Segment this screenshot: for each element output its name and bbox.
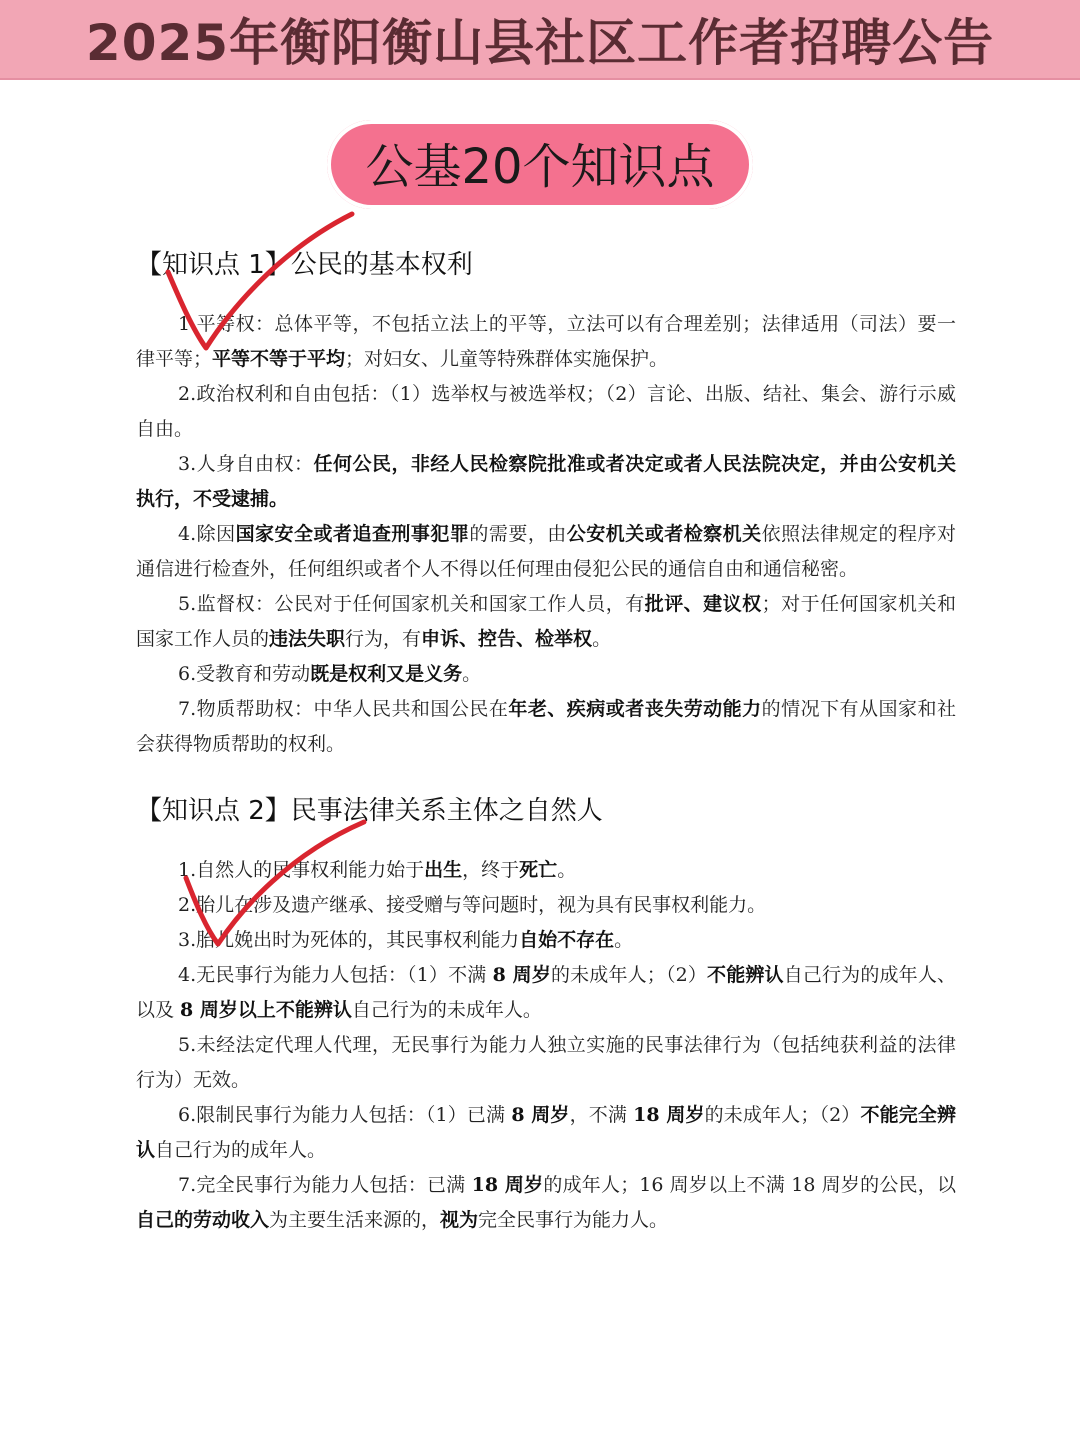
document-body — [136, 238, 956, 1260]
emphasis-text: 视为 — [440, 1209, 479, 1231]
section-items — [136, 853, 956, 1238]
body-text: 7.物质帮助权：中华人民共和国公民在 — [178, 698, 509, 720]
emphasis-text: 18 周岁 — [471, 1174, 544, 1196]
emphasis-text: 8 周岁以上不能辨认 — [180, 999, 352, 1021]
body-text: 1.平等权：总体平等，不包括立法上的平等，立法可以有合理差别；法律适用（司法）要一律平等； — [136, 313, 956, 370]
body-text: 2.政治权利和自由包括：（1）选举权与被选举权；（2）言论、出版、结社、集会、游行示威自由。 — [136, 383, 956, 440]
subtitle-pill: 公基20个知识点 — [327, 120, 752, 209]
list-item — [136, 657, 956, 692]
list-item — [136, 958, 956, 1028]
body-text: 。 — [592, 628, 612, 650]
body-text: 3.人身自由权： — [178, 453, 314, 475]
body-text: 的成年人；16 周岁以上不满 18 周岁的公民，以 — [543, 1174, 956, 1196]
list-item — [136, 377, 956, 447]
emphasis-text: 公安机关或者检察机关 — [566, 523, 762, 545]
emphasis-text: 平等不等于平均 — [212, 348, 346, 370]
list-item — [136, 1098, 956, 1168]
emphasis-text: 自己的劳动收入 — [136, 1209, 270, 1231]
body-text: 自己行为的成年人。 — [155, 1139, 327, 1161]
list-item — [136, 517, 956, 587]
emphasis-text: 8 周岁 — [511, 1104, 570, 1126]
emphasis-text: 死亡 — [519, 859, 558, 881]
body-text: 5.未经法定代理人代理，无民事行为能力人独立实施的民事法律行为（包括纯获利益的法律行为）无效。 — [136, 1034, 956, 1091]
body-text: 的未成年人；（2） — [704, 1104, 861, 1126]
emphasis-text: 出生 — [424, 859, 463, 881]
body-text: 依照法律规定的程序对通信进行检查外，任何组织或者个人不得以任何理由侵犯公民的通信自由和通信秘密。 — [136, 523, 956, 580]
section-heading: 【知识点 1】公民的基本权利 — [136, 250, 473, 280]
body-text: 完全民事行为能力人。 — [478, 1209, 669, 1231]
body-text: 的需要，由 — [469, 523, 567, 545]
emphasis-text: 不能完全辨认 — [136, 1104, 956, 1161]
list-item — [136, 447, 956, 517]
emphasis-text: 不能辨认 — [707, 964, 784, 986]
body-text: 5.监督权：公民对于任何国家机关和国家工作人员，有 — [178, 593, 645, 615]
list-item — [136, 692, 956, 762]
body-text: ；对于任何国家机关和国家工作人员的 — [136, 593, 956, 650]
banner-title: 2025年衡阳衡山县社区工作者招聘公告 — [85, 14, 995, 72]
body-text: 3.胎儿娩出时为死体的，其民事权利能力 — [178, 929, 520, 951]
body-text: 为主要生活来源的， — [269, 1209, 441, 1231]
header-banner — [0, 0, 1080, 80]
list-item — [136, 1168, 956, 1238]
emphasis-text: 既是权利又是义务 — [310, 663, 463, 685]
body-text: 6.受教育和劳动 — [178, 663, 311, 685]
list-item — [136, 853, 956, 888]
emphasis-text: 自始不存在 — [519, 929, 615, 951]
body-text: 的未成年人；（2） — [550, 964, 708, 986]
body-text: 的情况下有从国家和社会获得物质帮助的权利。 — [136, 698, 956, 755]
body-text: 。 — [462, 663, 482, 685]
section-knowledge-1 — [136, 244, 956, 762]
section-knowledge-2 — [136, 790, 956, 1238]
emphasis-text: 18 周岁 — [633, 1104, 705, 1126]
body-text: 4.无民事行为能力人包括：（1）不满 — [178, 964, 493, 986]
emphasis-text: 任何公民，非经人民检察院批准或者决定或者人民法院决定，并由公安机关执行，不受逮捕。 — [136, 453, 956, 510]
list-item — [136, 1028, 956, 1098]
body-text: ，终于 — [462, 859, 520, 881]
body-text: ；对妇女、儿童等特殊群体实施保护。 — [345, 348, 669, 370]
list-item — [136, 307, 956, 377]
list-item — [136, 587, 956, 657]
section-heading: 【知识点 2】民事法律关系主体之自然人 — [136, 796, 603, 826]
body-text: ，不满 — [569, 1104, 634, 1126]
body-text: 自己行为的成年人、以及 — [136, 964, 956, 1021]
body-text: 自己行为的未成年人。 — [351, 999, 542, 1021]
emphasis-text: 批评、建议权 — [644, 593, 762, 615]
body-text: 行为，有 — [345, 628, 422, 650]
body-text: 1.自然人的民事权利能力始于 — [178, 859, 425, 881]
list-item — [136, 888, 956, 923]
body-text: 2.胎儿在涉及遗产继承、接受赠与等问题时，视为具有民事权利能力。 — [178, 894, 767, 916]
section-items — [136, 307, 956, 762]
body-text: 。 — [557, 859, 577, 881]
list-item — [136, 923, 956, 958]
body-text: 4.除因 — [178, 523, 236, 545]
body-text: 6.限制民事行为能力人包括：（1）已满 — [178, 1104, 512, 1126]
emphasis-text: 违法失职 — [269, 628, 346, 650]
subtitle-wrap — [0, 120, 1080, 209]
emphasis-text: 国家安全或者追查刑事犯罪 — [235, 523, 470, 545]
emphasis-text: 申诉、控告、检举权 — [421, 628, 593, 650]
emphasis-text: 年老、疾病或者丧失劳动能力 — [508, 698, 762, 720]
body-text: 。 — [614, 929, 634, 951]
body-text: 7.完全民事行为能力人包括：已满 — [178, 1174, 472, 1196]
emphasis-text: 8 周岁 — [492, 964, 551, 986]
